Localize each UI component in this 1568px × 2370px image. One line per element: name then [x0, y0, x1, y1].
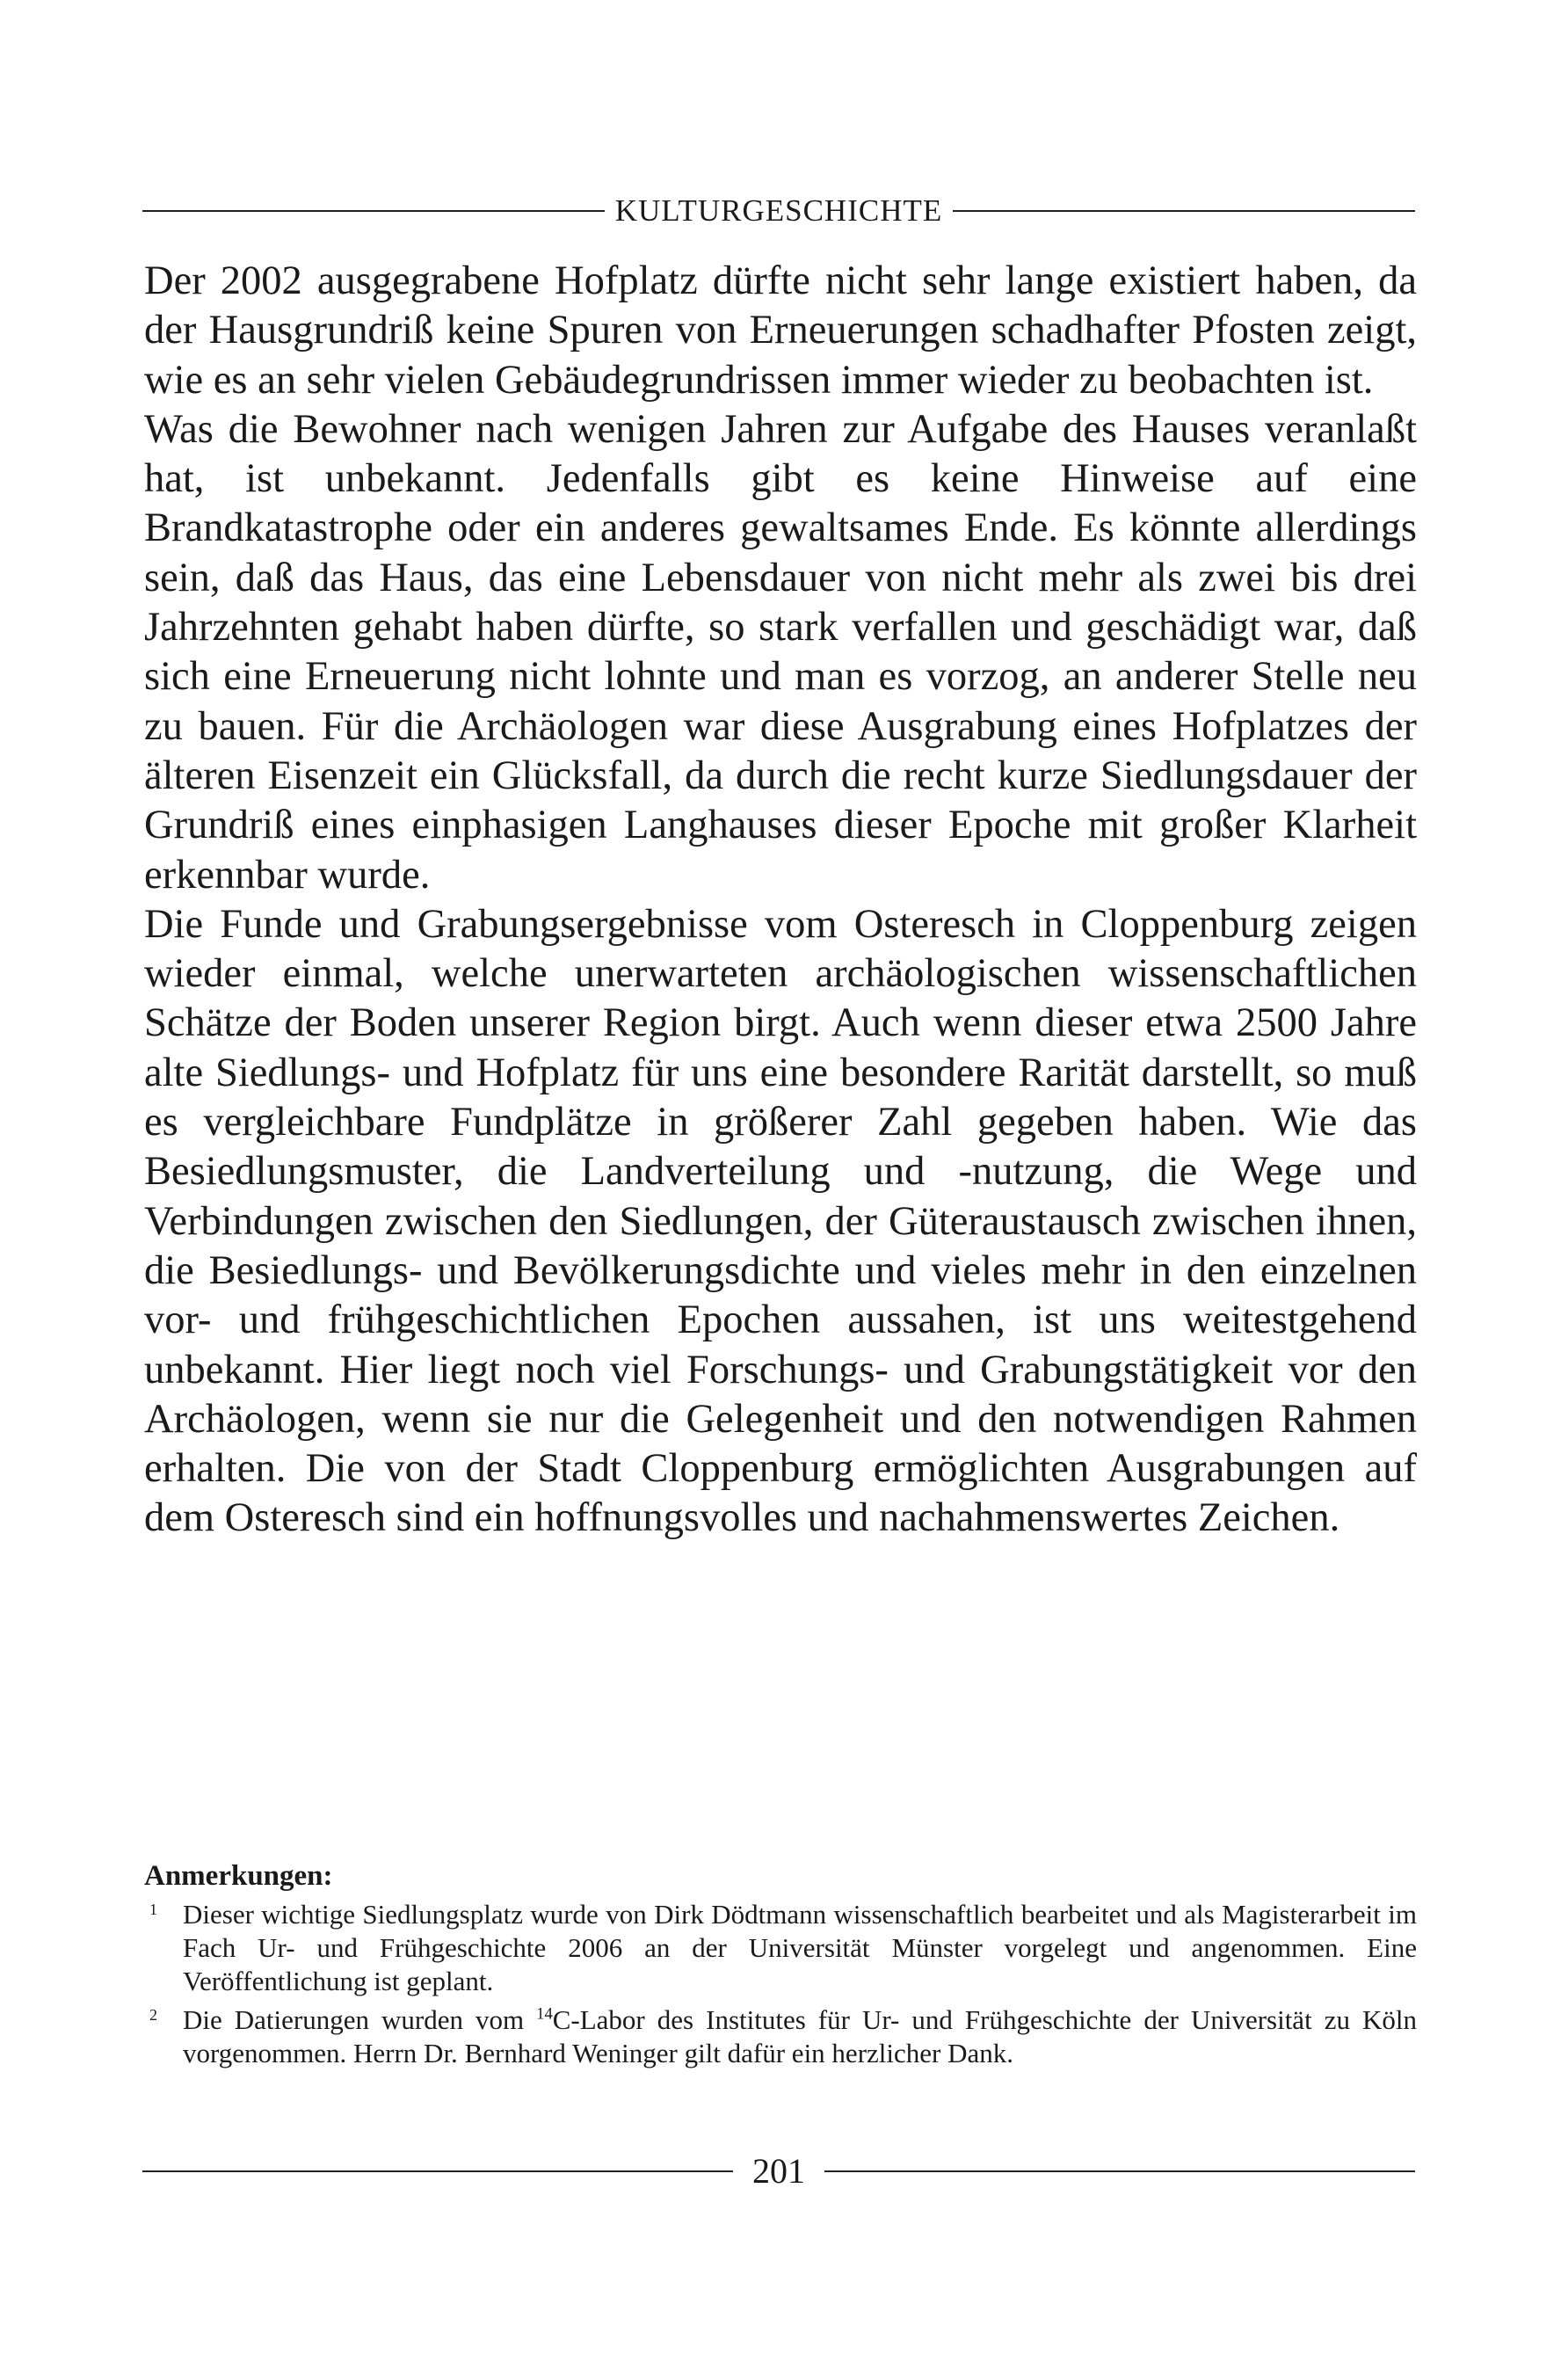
footer-rule-left: [142, 2170, 733, 2172]
footnote-text-part: C-Labor des Institutes für Ur- und Frühgeschichte der Universität zu Köln vorgenommen. Herrn Dr. Bernhard Weninger gilt dafür ein herzlicher Dank.: [183, 2004, 1417, 2068]
footnote-number: 1: [149, 1901, 157, 1918]
footer-rule-right: [824, 2170, 1415, 2172]
paragraph: Was die Bewohner nach wenigen Jahren zur Aufgabe des Hauses veranlaßt hat, ist unbekannt. Jedenfalls gibt es keine Hinweise auf eine Brandkatastrophe oder ein anderes gewaltsames Ende. Es könnte allerdings sein, daß das Haus, das eine Lebensdauer von nicht mehr als zwei bis drei Jahrzehnten gehabt haben dürfte, so stark verfallen und geschädigt war, daß sich eine Erneuerung nicht lohnte und man es vorzog, an anderer Stelle neu zu bauen. Für die Archäologen war diese Ausgrabung eines Hofplatzes der älteren Eisenzeit ein Glücksfall, da durch die recht kurze Siedlungsdauer der Grundriß eines einphasigen Langhauses dieser Epoche mit großer Klarheit erkennbar wurde.: [144, 406, 1417, 898]
isotope-superscript: 14: [536, 2004, 553, 2024]
footnote-number: 2: [149, 2006, 157, 2024]
header-title: KULTURGESCHICHTE: [614, 193, 943, 228]
body-text: [144, 257, 1417, 1544]
footnote-text: Dieser wichtige Siedlungsplatz wurde von Dirk Dödtmann wissenschaftlich bearbeitet und als Magisterarbeit im Fach Ur- und Frühgeschichte 2006 an der Universität Münster vorgelegt und angenommen. Eine Veröffentlichung ist geplant.: [183, 1899, 1417, 1996]
footnote: [144, 1898, 1417, 1998]
footnote: [144, 2003, 1417, 2070]
paragraph: Die Funde und Grabungsergebnisse vom Osteresch in Cloppenburg zeigen wieder einmal, welche unerwarteten archäologischen wissenschaftlichen Schätze der Boden unserer Region birgt. Auch wenn dieser etwa 2500 Jahre alte Siedlungs- und Hofplatz für uns eine besondere Rarität darstellt, so muß es vergleichbare Fundplätze in größerer Zahl gegeben haben. Wie das Besiedlungsmuster, die Landverteilung und -nutzung, die Wege und Verbindungen zwischen den Siedlungen, der Güteraustausch zwischen ihnen, die Besiedlungs- und Bevölkerungsdichte und vieles mehr in den einzelnen vor- und frühgeschichtlichen Epochen aussahen, ist uns weitestgehend unbekannt. Hier liegt noch viel Forschungs- und Grabungstätigkeit vor den Archäologen, wenn sie nur die Gelegenheit und den notwendigen Rahmen erhalten. Die von der Stadt Cloppenburg ermöglichten Ausgrabungen auf dem Osteresch sind ein hoffnungsvolles und nachahmenswertes Zeichen.: [144, 901, 1417, 1541]
footnotes: [144, 1859, 1417, 2076]
header-rule-left: [142, 210, 605, 212]
paragraph: Der 2002 ausgegrabene Hofplatz dürfte nicht sehr lange existiert haben, da der Hausgrundriß keine Spuren von Erneuerungen schadhafter Pfosten zeigt, wie es an sehr vielen Gebäudegrundrissen immer wieder zu beobachten ist.: [144, 258, 1417, 403]
footnote-text: [183, 2003, 1417, 2070]
running-header: [142, 195, 1415, 226]
page-number: 201: [752, 2151, 805, 2191]
footnotes-heading: Anmerkungen:: [144, 1860, 333, 1892]
footnote-text-part: Die Datierungen wurden vom: [183, 2004, 537, 2035]
page-footer: [142, 2151, 1415, 2191]
header-rule-right: [953, 210, 1415, 212]
